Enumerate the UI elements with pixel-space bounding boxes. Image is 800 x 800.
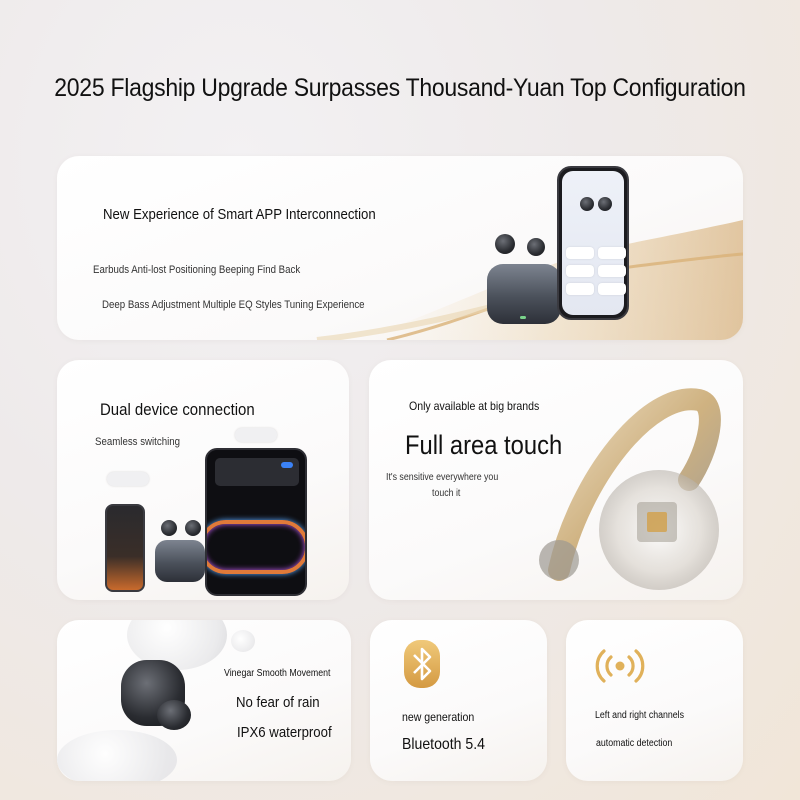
tablet-toggle-icon	[281, 462, 293, 468]
dual-device-card	[57, 360, 349, 600]
waterproof-card	[57, 620, 351, 781]
case-led-icon	[520, 316, 526, 319]
bluetooth-line-version: Bluetooth 5.4	[402, 736, 485, 753]
earbuds-case-image	[487, 264, 561, 324]
touch-card-title: Full area touch	[405, 430, 563, 460]
phone-image	[105, 504, 145, 592]
bluetooth-card	[370, 620, 547, 781]
app-tile	[598, 247, 626, 259]
bluetooth-icon	[404, 640, 440, 688]
gold-swirl-decoration	[57, 156, 743, 340]
dual-card-title: Dual device connection	[100, 400, 255, 419]
waterproof-line-ipx6: IPX6 waterproof	[237, 724, 332, 741]
page-headline: 2025 Flagship Upgrade Surpasses Thousand-Yuan Top Configuration	[54, 74, 746, 102]
water-droplet-decoration	[57, 730, 177, 781]
app-tile	[598, 265, 626, 277]
signal-broadcast-icon	[594, 646, 646, 686]
app-tile	[566, 247, 594, 259]
app-tile	[566, 265, 594, 277]
earbud-tip-image	[157, 700, 191, 730]
waterproof-line-movement: Vinegar Smooth Movement	[224, 668, 331, 679]
app-interconnection-card	[57, 156, 743, 340]
touch-card-tagline: Only available at big brands	[409, 399, 540, 413]
tablet-image	[205, 448, 307, 596]
channel-line-detection: automatic detection	[596, 738, 673, 749]
app-card-line-anti-lost: Earbuds Anti-lost Positioning Beeping Find Back	[93, 264, 301, 276]
touch-card-desc-line1: It's sensitive everywhere you	[386, 472, 499, 483]
dual-card-subtitle: Seamless switching	[95, 436, 181, 448]
app-card-line-bass: Deep Bass Adjustment Multiple EQ Styles Tuning Experience	[102, 299, 365, 311]
app-tile	[566, 283, 594, 295]
app-card-title: New Experience of Smart APP Interconnection	[103, 206, 376, 223]
app-earbud-icon	[598, 197, 612, 211]
earbud-right-image	[185, 520, 201, 536]
connected-badge-icon	[235, 428, 277, 442]
earbuds-case-image	[155, 540, 205, 582]
waterproof-line-rain: No fear of rain	[236, 694, 320, 711]
water-droplet-decoration	[231, 630, 255, 652]
touch-card-desc-line2: touch it	[432, 488, 461, 499]
channel-detection-card	[566, 620, 743, 781]
app-tile	[598, 283, 626, 295]
earbud-right-image	[527, 238, 545, 256]
connected-badge-icon	[107, 472, 149, 486]
earbud-left-image	[161, 520, 177, 536]
full-touch-card	[369, 360, 743, 600]
earbud-left-image	[495, 234, 515, 254]
phone-app-image	[557, 166, 629, 320]
bluetooth-line-generation: new generation	[402, 710, 475, 724]
app-earbud-icon	[580, 197, 594, 211]
channel-line-left-right: Left and right channels	[595, 710, 685, 721]
neon-ring-decoration	[205, 520, 307, 574]
